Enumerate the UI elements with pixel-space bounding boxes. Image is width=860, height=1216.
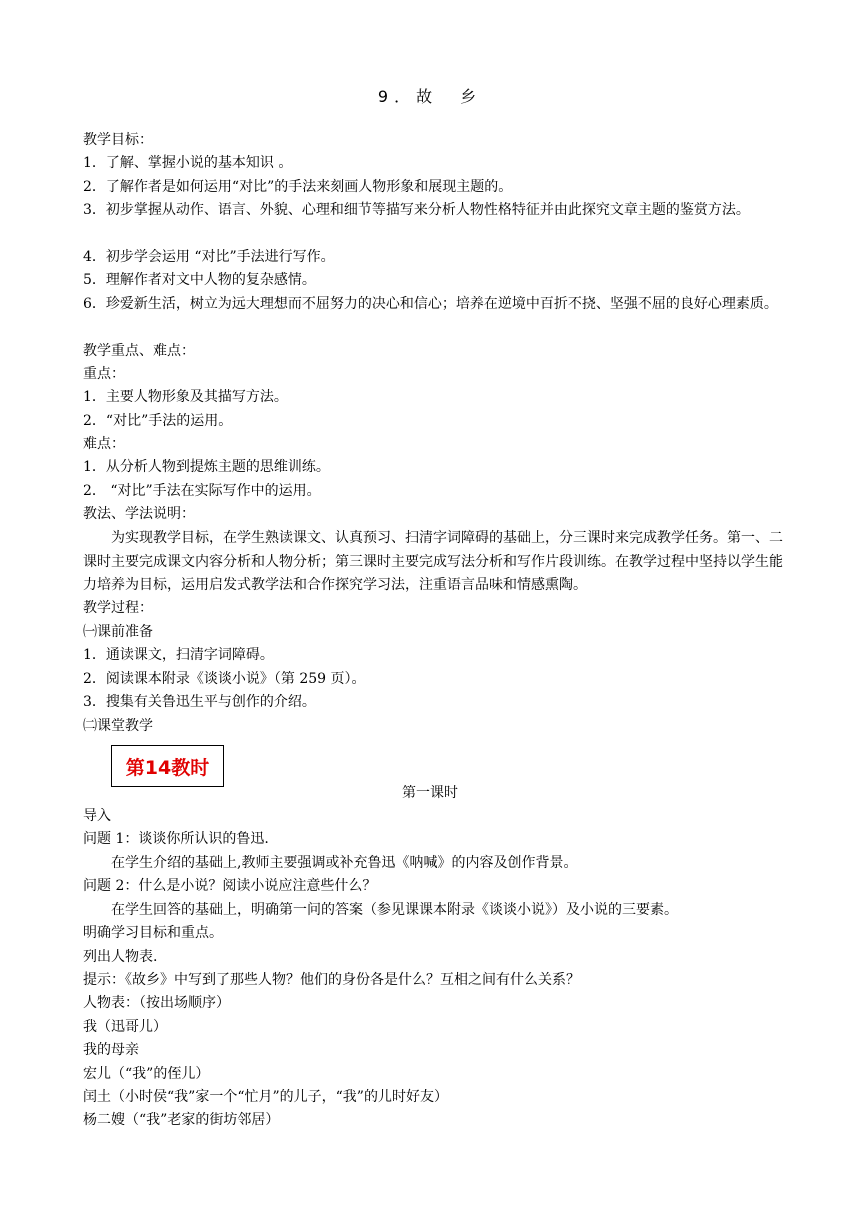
hard-item: 1．从分析人物到提炼主题的思维训练。 (83, 459, 330, 475)
document-title: 9．故 乡 (377, 87, 483, 106)
class-heading: ㈡课堂教学 (83, 718, 153, 734)
goal-item: 2．了解作者是如何运用“对比”的手法来刻画人物形象和展现主题的。 (83, 179, 513, 195)
hard-item: 2． “对比”手法在实际写作中的运用。 (83, 483, 321, 499)
goals-heading: 教学目标： (83, 132, 153, 148)
prep-heading: ㈠课前准备 (83, 624, 153, 640)
prep-item: 2．阅读课本附录《谈谈小说》（第 259 页）。 (83, 671, 366, 687)
character-item: 闰土（小时侯“我”家一个“忙月”的儿子，“我”的儿时好友） (83, 1089, 448, 1105)
character-item: 杨二嫂（“我”老家的街坊邻居） (83, 1112, 280, 1128)
goal-item: 4．初步学会运用 “对比”手法进行写作。 (83, 249, 335, 265)
goal-item: 5．理解作者对文中人物的复杂感情。 (83, 272, 316, 288)
goal-item: 3．初步掌握从动作、语言、外貌、心理和细节等描写来分析人物性格特征并由此探究文章主题的鉴赏方法。 (83, 202, 750, 218)
focus-heading: 教学重点、难点： (83, 343, 195, 359)
character-item: 宏儿（“我”的侄儿） (83, 1066, 210, 1082)
lesson-title: 第一课时 (402, 785, 458, 801)
goal-item: 6．珍爱新生活，树立为远大理想而不屈努力的决心和信心；培养在逆境中百折不挠、坚强不屈的良好心理素质。 (83, 296, 778, 312)
lesson-badge-label: 第14教时 (125, 756, 210, 779)
prep-item: 1．通读课文，扫清字词障碍。 (83, 647, 274, 663)
hint-line: 提示：《故乡》中写到了那些人物？他们的身份各是什么？互相之间有什么关系？ (83, 972, 580, 988)
question-2-note: 在学生回答的基础上，明确第一问的答案（参见课课本附录《谈谈小说》）及小说的三要素。 (111, 902, 678, 918)
key-item: 1．主要人物形象及其描写方法。 (83, 389, 288, 405)
question-1-note: 在学生介绍的基础上,教师主要强调或补充鲁迅《呐喊》的内容及创作背景。 (111, 855, 578, 871)
prep-item: 3．搜集有关鲁迅生平与创作的介绍。 (83, 694, 316, 710)
character-table-heading: 人物表：（按出场顺序） (83, 995, 230, 1011)
goal-item: 1．了解、掌握小说的基本知识 。 (83, 155, 293, 171)
character-item: 我的母亲 (83, 1042, 139, 1058)
key-heading: 重点： (83, 366, 125, 382)
intro-line: 导入 (83, 808, 111, 824)
method-paragraph: 为实现教学目标，在学生熟读课文、认真预习、扫清字词障碍的基础上，分三课时来完成教学任务。第一、二课时主要完成课文内容分析和人物分析；第三课时主要完成写法分析和写作片段训练。在教学过程中坚持以学生能力培养为目标，运用启发式教学法和合作探究学习法，注重语言品味和情感熏陶。 (83, 530, 783, 593)
question-2: 问题 2：什么是小说？阅读小说应注意些什么？ (83, 878, 377, 894)
key-item: 2．“对比”手法的运用。 (83, 413, 233, 429)
list-line: 列出人物表. (83, 949, 158, 965)
goal-line: 明确学习目标和重点。 (83, 925, 223, 941)
lesson-badge (111, 745, 224, 787)
hard-heading: 难点： (83, 436, 125, 452)
character-item: 我（迅哥儿） (83, 1019, 167, 1035)
question-1: 问题 1：谈谈你所认识的鲁迅. (83, 831, 269, 847)
method-heading: 教法、学法说明： (83, 506, 195, 522)
process-heading: 教学过程： (83, 600, 153, 616)
